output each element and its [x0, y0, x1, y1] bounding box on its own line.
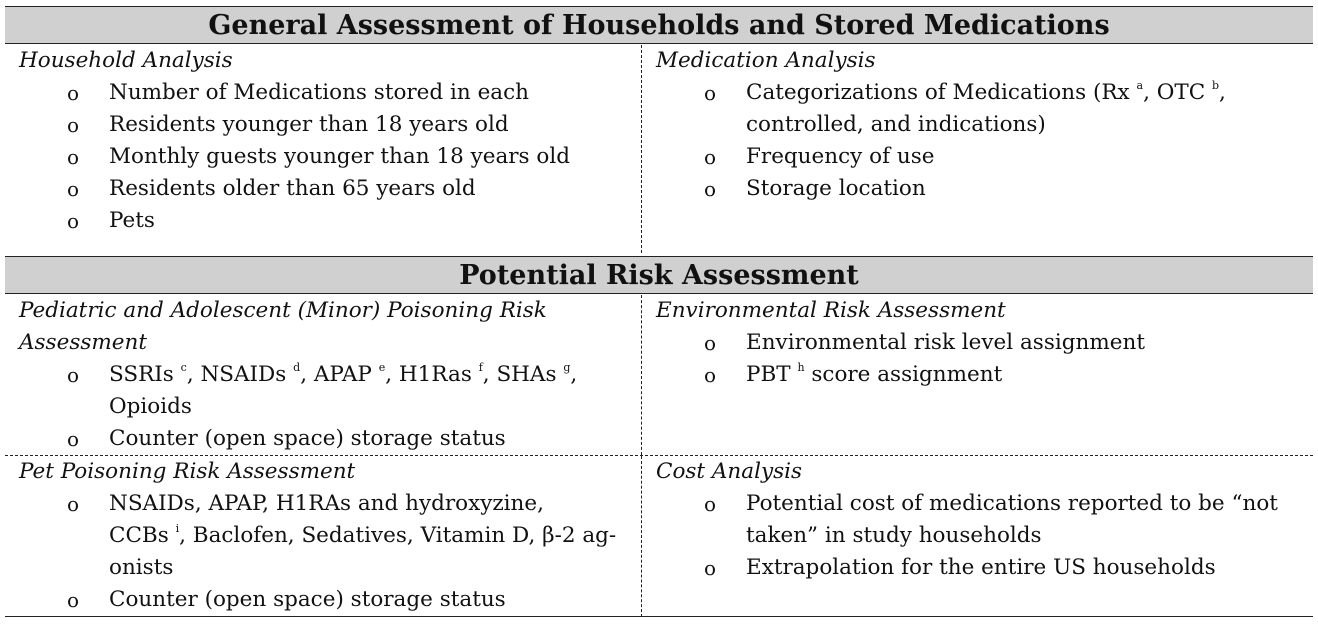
- section1-title: General Assessment of Households and Stored Medications: [5, 6, 1313, 44]
- pediatric-risk-list: [19, 359, 627, 455]
- list-item: o Pets: [19, 205, 627, 237]
- pediatric-risk-cell: [5, 295, 642, 455]
- list-item: o PBT $^h$ score assignment: [656, 359, 1299, 391]
- household-analysis-list: [19, 77, 627, 237]
- list-item: o Residents older than 65 years old: [19, 173, 627, 205]
- pet-risk-heading: Pet Poisoning Risk Assessment: [19, 459, 356, 484]
- section2-title: Potential Risk Assessment: [5, 256, 1313, 294]
- list-item: o Counter (open space) storage status: [19, 584, 627, 616]
- bullet-icon: o: [67, 177, 80, 201]
- bullet-icon: o: [704, 145, 717, 169]
- household-analysis-cell: [5, 45, 642, 253]
- environmental-risk-list: [656, 327, 1299, 391]
- list-item: o Counter (open space) storage status: [19, 423, 627, 455]
- list-item: o Environmental risk level assignment: [656, 327, 1299, 359]
- bullet-icon: o: [704, 556, 717, 580]
- cost-analysis-cell: [642, 456, 1313, 617]
- table-bottom-rule: [5, 616, 1313, 617]
- bullet-icon: o: [704, 492, 717, 516]
- cost-analysis-list: [656, 488, 1299, 584]
- environmental-risk-cell: [642, 295, 1313, 455]
- bullet-icon: o: [67, 588, 80, 612]
- list-item: o NSAIDs, APAP, H1RAs and hydroxyzine, CCBs $^i$, Baclofen, Sedatives, Vitamin D, β-2 ag- onists: [19, 488, 627, 584]
- bullet-icon: o: [67, 113, 80, 137]
- list-item: o Frequency of use: [656, 141, 1299, 173]
- list-item: o Potential cost of medications reported to be “not taken” in study households: [656, 488, 1299, 552]
- list-item: o SSRIs $^c$, NSAIDs $^d$, APAP $^e$, H1Ras $^f$, SHAs $^g$, Opioids: [67, 360, 578, 419]
- household-analysis-heading: Household Analysis: [19, 48, 233, 73]
- pet-risk-cell: [5, 456, 642, 617]
- bullet-icon: o: [67, 145, 80, 169]
- list-item: o Monthly guests younger than 18 years old: [19, 141, 627, 173]
- pet-risk-list: [19, 488, 627, 616]
- list-item: o Storage location: [656, 173, 1299, 205]
- bullet-icon: o: [67, 363, 80, 387]
- medication-analysis-heading: Medication Analysis: [656, 48, 876, 73]
- medication-analysis-cell: [642, 45, 1313, 253]
- environmental-risk-heading: Environmental Risk Assessment: [656, 298, 1006, 323]
- bullet-icon: o: [704, 81, 717, 105]
- bullet-icon: o: [67, 209, 80, 233]
- bullet-icon: o: [704, 331, 717, 355]
- cost-analysis-heading: Cost Analysis: [656, 459, 803, 484]
- bullet-icon: o: [67, 427, 80, 451]
- list-item: o Categorizations of Medications (Rx $^a$, OTC $^b$, controlled, and indications): [704, 78, 1226, 137]
- list-item: o Extrapolation for the entire US households: [656, 552, 1299, 584]
- bullet-icon: o: [704, 363, 717, 387]
- bullet-icon: o: [704, 177, 717, 201]
- bullet-icon: o: [67, 81, 80, 105]
- pediatric-risk-heading: Pediatric and Adolescent (Minor) Poisoning Risk Assessment: [19, 298, 547, 355]
- list-item: o Residents younger than 18 years old: [19, 109, 627, 141]
- list-item: o Number of Medications stored in each: [19, 77, 627, 109]
- bullet-icon: o: [67, 492, 80, 516]
- medication-analysis-list: [656, 77, 1299, 205]
